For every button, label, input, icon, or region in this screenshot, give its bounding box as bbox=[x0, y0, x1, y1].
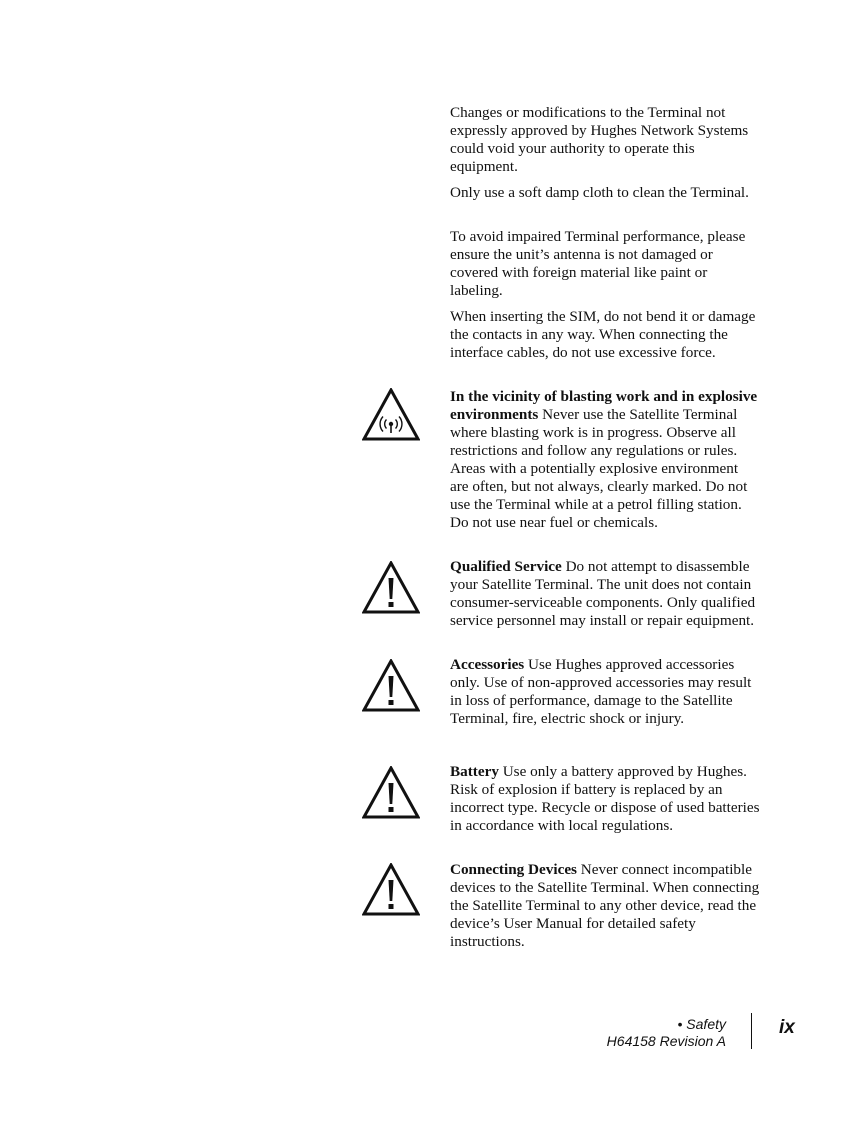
modifications-paragraph: Changes or modifications to the Terminal not expressly approved by Hughes Network Systems could void your authority to operate this equipment. bbox=[450, 104, 749, 175]
accessories-warning-body: Use Hughes approved accessories only. Use of non-approved accessories may result in loss of performance, damage to the Satellite Terminal, fire, electric shock or injury. bbox=[450, 656, 752, 727]
battery-warning-icon bbox=[362, 766, 420, 820]
sim-paragraph: When inserting the SIM, do not bend it or damage the contacts in any way. When connecting the interface cables, do not use excessive force. bbox=[450, 308, 756, 361]
battery-warning-title: Battery bbox=[450, 763, 499, 780]
battery-warning-body: Use only a battery approved by Hughes. Risk of explosion if battery is replaced by an incorrect type. Recycle or dispose of used batteries in accordance with local regulations. bbox=[450, 763, 760, 834]
page-footer bbox=[607, 1016, 726, 1050]
devices-warning-paragraph bbox=[450, 861, 760, 951]
devices-warning-body: Never connect incompatible devices to the Satellite Terminal. When connecting the Satellite Terminal to any other device, read the device’s User Manual for detailed safety instructions. bbox=[450, 861, 760, 950]
footer-divider bbox=[751, 1013, 752, 1049]
service-warning-icon bbox=[362, 561, 420, 615]
blasting-warning-body: Never use the Satellite Terminal where blasting work is in progress. Observe all restrictions and follow any regulations or rules. Areas with a potentially explosive environment are often, but not always, clearly marked. Do not use the Terminal while at a petrol filling station. Do not use near fuel or chemicals. bbox=[450, 406, 748, 531]
service-warning-body: Do not attempt to disassemble your Satellite Terminal. The unit does not contain consumer-serviceable components. Only qualified service personnel may install or repair equipment. bbox=[450, 558, 756, 629]
antenna-paragraph: To avoid impaired Terminal performance, please ensure the unit’s antenna is not damaged or covered with foreign material like paint or labeling. bbox=[450, 228, 746, 299]
accessories-warning-paragraph bbox=[450, 656, 760, 728]
blasting-warning-paragraph bbox=[450, 388, 760, 532]
footer-section-label: • Safety bbox=[677, 1016, 726, 1032]
page-number: ix bbox=[779, 1017, 795, 1038]
devices-warning-title: Connecting Devices bbox=[450, 861, 577, 878]
blasting-warning-icon bbox=[362, 388, 420, 442]
service-warning-paragraph bbox=[450, 558, 760, 630]
battery-warning-paragraph bbox=[450, 763, 760, 835]
accessories-warning-icon bbox=[362, 659, 420, 713]
blasting-warning-title: In the vicinity of blasting work and in explosive environments bbox=[450, 388, 758, 423]
accessories-warning-title: Accessories bbox=[450, 656, 525, 673]
devices-warning-icon bbox=[362, 863, 420, 917]
service-warning-title: Qualified Service bbox=[450, 558, 562, 575]
cleaning-paragraph: Only use a soft damp cloth to clean the Terminal. bbox=[450, 184, 749, 201]
footer-document-id: H64158 Revision A bbox=[606, 1033, 726, 1049]
